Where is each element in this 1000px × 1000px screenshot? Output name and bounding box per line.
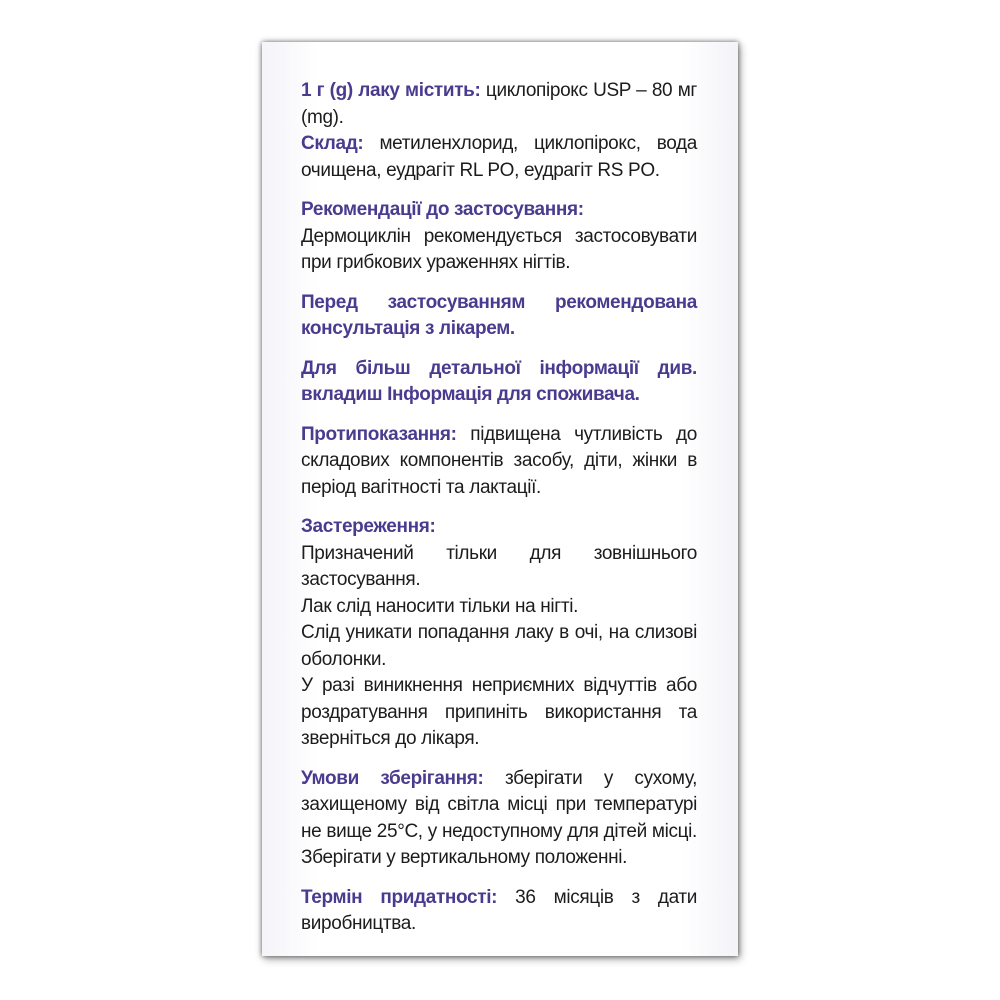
recommendations-section: [301, 197, 697, 277]
contraindications-section: [301, 422, 697, 502]
storage-section: [301, 766, 697, 872]
more-info-note: Для більш детальної інформації див. вкладиш Інформація для споживача.: [301, 357, 697, 405]
consultation-note: Перед застосуванням рекомендована консультація з лікарем.: [301, 291, 697, 339]
shelf-life-section: [301, 885, 697, 938]
contraindications-text: підвищена чутливість до складових компонентів засобу, діти, жінки в період вагітності та лактації.: [301, 423, 698, 498]
composition-section: [301, 78, 697, 131]
ingredients-section: [301, 131, 697, 184]
storage-heading: Умови зберігання:: [301, 767, 484, 789]
ingredients-text: метиленхлорид, циклопірокс, вода очищена, еудрагіт RL PO, еудрагіт RS PO.: [301, 133, 697, 181]
warnings-heading: Застереження:: [301, 516, 436, 537]
warnings-section: [301, 514, 697, 753]
label-text: [301, 78, 697, 938]
composition-text: циклопірокс USP – 80 мг (mg).: [301, 80, 698, 128]
ingredients-heading: Склад:: [301, 133, 364, 154]
shelf-life-heading: Термін придатності:: [301, 886, 498, 908]
recommendations-text: Дермоциклін рекомендується застосовувати при грибкових ураженнях нігтів.: [301, 225, 697, 273]
warnings-line: Слід уникати попадання лаку в очі, на слизові оболонки.: [301, 622, 697, 670]
storage-text: зберігати у сухому, захищеному від світла місці при температурі не вище 25°C, у недоступному для дітей місці. Зберігати у вертикальному положенні.: [301, 767, 697, 868]
shelf-life-text: 36 місяців з дати виробництва.: [301, 886, 697, 934]
warnings-line: Призначений тільки для зовнішнього застосування.: [301, 542, 697, 590]
recommendations-heading: Рекомендації до застосування:: [301, 199, 584, 220]
warnings-line: У разі виникнення неприємних відчуттів або роздратування припиніть використання та зверніться до лікаря.: [301, 675, 697, 749]
warnings-line: Лак слід наносити тільки на нігті.: [301, 595, 579, 617]
contraindications-heading: Протипоказання:: [301, 423, 457, 445]
composition-heading: 1 г (g) лаку містить:: [301, 80, 481, 101]
